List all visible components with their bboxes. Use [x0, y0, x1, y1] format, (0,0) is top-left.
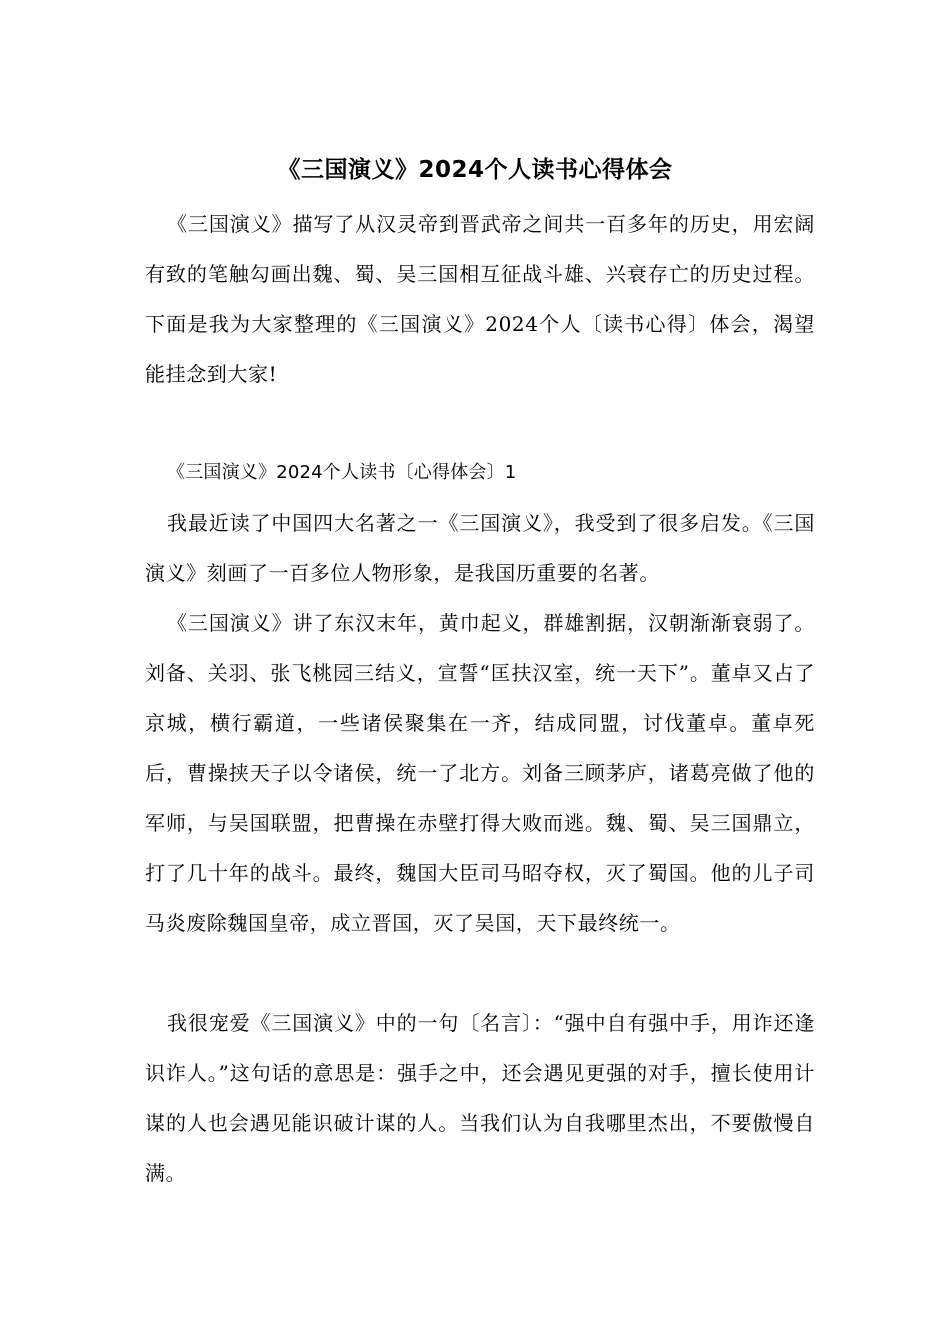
document-title: 《三国演义》2024个人读书心得体会	[277, 157, 673, 183]
body-paragraph-3: 我很宠爱《三国演义》中的一句〔名言〕：“强中自有强中手，用诈还逢识诈人。”这句话的意思是：强手之中，还会遇见更强的对手，擅长使用计谋的人也会遇见能识破计谋的人。当我们认为自我哪里杰出，不要傲慢自满。	[145, 1011, 815, 1185]
section-heading: 《三国演义》2024个人读书〔心得体会〕1	[167, 462, 517, 483]
body-paragraph-2: 《三国演义》讲了东汉末年，黄巾起义，群雄割据，汉朝渐渐衰弱了。刘备、关羽、张飞桃园三结义，宣誓“匡扶汉室，统一天下”。董卓又占了京城，横行霸道，一些诸侯聚集在一齐，结成同盟，讨伐董卓。董卓死后，曹操挟天子以令诸侯，统一了北方。刘备三顾茅庐，诸葛亮做了他的军师，与吴国联盟，把曹操在赤壁打得大败而逃。魏、蜀、吴三国鼎立，打了几十年的战斗。最终，魏国大臣司马昭夺权，灭了蜀国。他的儿子司马炎废除魏国皇帝，成立晋国，灭了吴国，天下最终统一。	[145, 611, 815, 935]
intro-paragraph: 《三国演义》描写了从汉灵帝到晋武帝之间共一百多年的历史，用宏阔有致的笔触勾画出魏、蜀、吴三国相互征战斗雄、兴衰存亡的历史过程。下面是我为大家整理的《三国演义》2024个人〔读书心得〕体会，渴望能挂念到大家!	[145, 212, 815, 386]
body-paragraph-1: 我最近读了中国四大名著之一《三国演义》，我受到了很多启发。《三国演义》刻画了一百多位人物形象，是我国历重要的名著。	[145, 511, 815, 585]
